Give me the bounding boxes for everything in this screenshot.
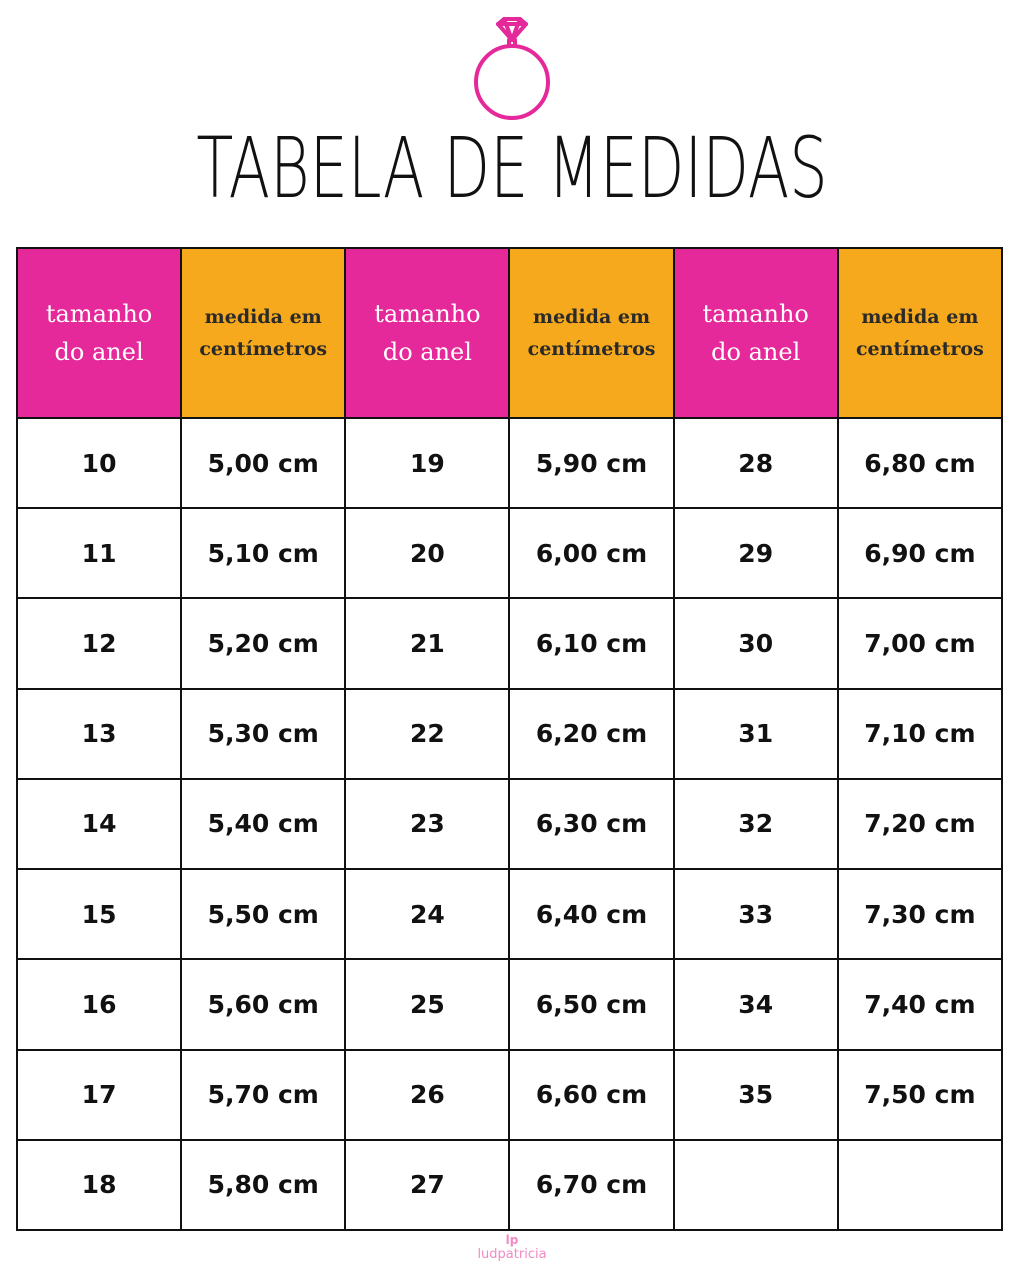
measure-cell: 5,20 cm bbox=[181, 598, 345, 688]
ring-size-cell: 11 bbox=[17, 508, 181, 598]
measure-cell: 5,30 cm bbox=[181, 689, 345, 779]
ring-size-cell: 13 bbox=[17, 689, 181, 779]
header-line: do anel bbox=[382, 338, 472, 366]
measure-cell: 7,30 cm bbox=[838, 869, 1002, 959]
measure-cell: 5,90 cm bbox=[509, 418, 673, 508]
header-line: tamanho bbox=[45, 300, 153, 328]
header-line: centímetros bbox=[199, 338, 328, 360]
header-line: tamanho bbox=[702, 300, 809, 328]
header-measure-cm bbox=[181, 248, 345, 418]
ring-size-cell bbox=[674, 1140, 838, 1230]
ring-size-cell: 25 bbox=[345, 959, 509, 1049]
table-row bbox=[17, 598, 1002, 688]
measure-cell: 7,00 cm bbox=[838, 598, 1002, 688]
measure-cell bbox=[838, 1140, 1002, 1230]
measure-cell: 6,20 cm bbox=[509, 689, 673, 779]
measure-cell: 7,50 cm bbox=[838, 1050, 1002, 1140]
ring-size-cell: 28 bbox=[674, 418, 838, 508]
header-row bbox=[17, 248, 1002, 418]
header-line: medida em bbox=[861, 306, 979, 328]
header-ring-size bbox=[17, 248, 181, 418]
ring-size-cell: 14 bbox=[17, 779, 181, 869]
ring-size-cell: 35 bbox=[674, 1050, 838, 1140]
ring-size-cell: 29 bbox=[674, 508, 838, 598]
table-row bbox=[17, 689, 1002, 779]
measure-cell: 6,70 cm bbox=[509, 1140, 673, 1230]
header-line: medida em bbox=[204, 306, 322, 328]
header-measure-cm bbox=[838, 248, 1002, 418]
measure-cell: 5,00 cm bbox=[181, 418, 345, 508]
ring-size-cell: 21 bbox=[345, 598, 509, 688]
header-ring-size bbox=[674, 248, 838, 418]
header-line: do anel bbox=[54, 338, 144, 366]
brand-logo-mark: lp bbox=[505, 1233, 519, 1247]
measure-cell: 6,50 cm bbox=[509, 959, 673, 1049]
measure-cell: 7,40 cm bbox=[838, 959, 1002, 1049]
table-row bbox=[17, 869, 1002, 959]
ring-size-cell: 16 bbox=[17, 959, 181, 1049]
measure-cell: 5,70 cm bbox=[181, 1050, 345, 1140]
measure-cell: 5,50 cm bbox=[181, 869, 345, 959]
measure-cell: 6,60 cm bbox=[509, 1050, 673, 1140]
ring-size-cell: 17 bbox=[17, 1050, 181, 1140]
brand-logo bbox=[0, 1234, 1024, 1263]
table-row bbox=[17, 959, 1002, 1049]
ring-size-cell: 15 bbox=[17, 869, 181, 959]
measure-cell: 7,20 cm bbox=[838, 779, 1002, 869]
ring-size-cell: 10 bbox=[17, 418, 181, 508]
measure-cell: 5,80 cm bbox=[181, 1140, 345, 1230]
header-line: centímetros bbox=[855, 338, 984, 360]
ring-size-cell: 22 bbox=[345, 689, 509, 779]
measure-cell: 5,40 cm bbox=[181, 779, 345, 869]
header-line: medida em bbox=[532, 306, 651, 328]
header-line: centímetros bbox=[527, 338, 656, 360]
ring-size-table bbox=[16, 247, 1003, 1231]
page-title: TABELA DE MEDIDAS bbox=[196, 119, 828, 217]
measure-cell: 6,00 cm bbox=[509, 508, 673, 598]
ring-size-cell: 24 bbox=[345, 869, 509, 959]
diamond-ring-icon bbox=[472, 16, 552, 120]
table-row bbox=[17, 1050, 1002, 1140]
measure-cell: 6,40 cm bbox=[509, 869, 673, 959]
measure-cell: 6,30 cm bbox=[509, 779, 673, 869]
ring-size-cell: 12 bbox=[17, 598, 181, 688]
measure-cell: 5,60 cm bbox=[181, 959, 345, 1049]
measure-cell: 5,10 cm bbox=[181, 508, 345, 598]
measure-cell: 6,90 cm bbox=[838, 508, 1002, 598]
header-line: do anel bbox=[711, 338, 801, 366]
ring-size-cell: 18 bbox=[17, 1140, 181, 1230]
header-ring-size bbox=[345, 248, 509, 418]
table-row bbox=[17, 1140, 1002, 1230]
measure-cell: 6,80 cm bbox=[838, 418, 1002, 508]
measure-cell: 6,10 cm bbox=[509, 598, 673, 688]
ring-size-cell: 20 bbox=[345, 508, 509, 598]
table-row bbox=[17, 779, 1002, 869]
ring-size-cell: 33 bbox=[674, 869, 838, 959]
header-line: tamanho bbox=[374, 300, 481, 328]
ring-size-cell: 19 bbox=[345, 418, 509, 508]
measure-cell: 7,10 cm bbox=[838, 689, 1002, 779]
ring-size-cell: 32 bbox=[674, 779, 838, 869]
ring-size-cell: 31 bbox=[674, 689, 838, 779]
table-row bbox=[17, 508, 1002, 598]
brand-logo-name: ludpatricia bbox=[477, 1247, 547, 1262]
ring-size-cell: 27 bbox=[345, 1140, 509, 1230]
header-measure-cm bbox=[509, 248, 673, 418]
ring-size-cell: 30 bbox=[674, 598, 838, 688]
ring-size-cell: 34 bbox=[674, 959, 838, 1049]
ring-size-cell: 26 bbox=[345, 1050, 509, 1140]
table-row bbox=[17, 418, 1002, 508]
ring-size-cell: 23 bbox=[345, 779, 509, 869]
